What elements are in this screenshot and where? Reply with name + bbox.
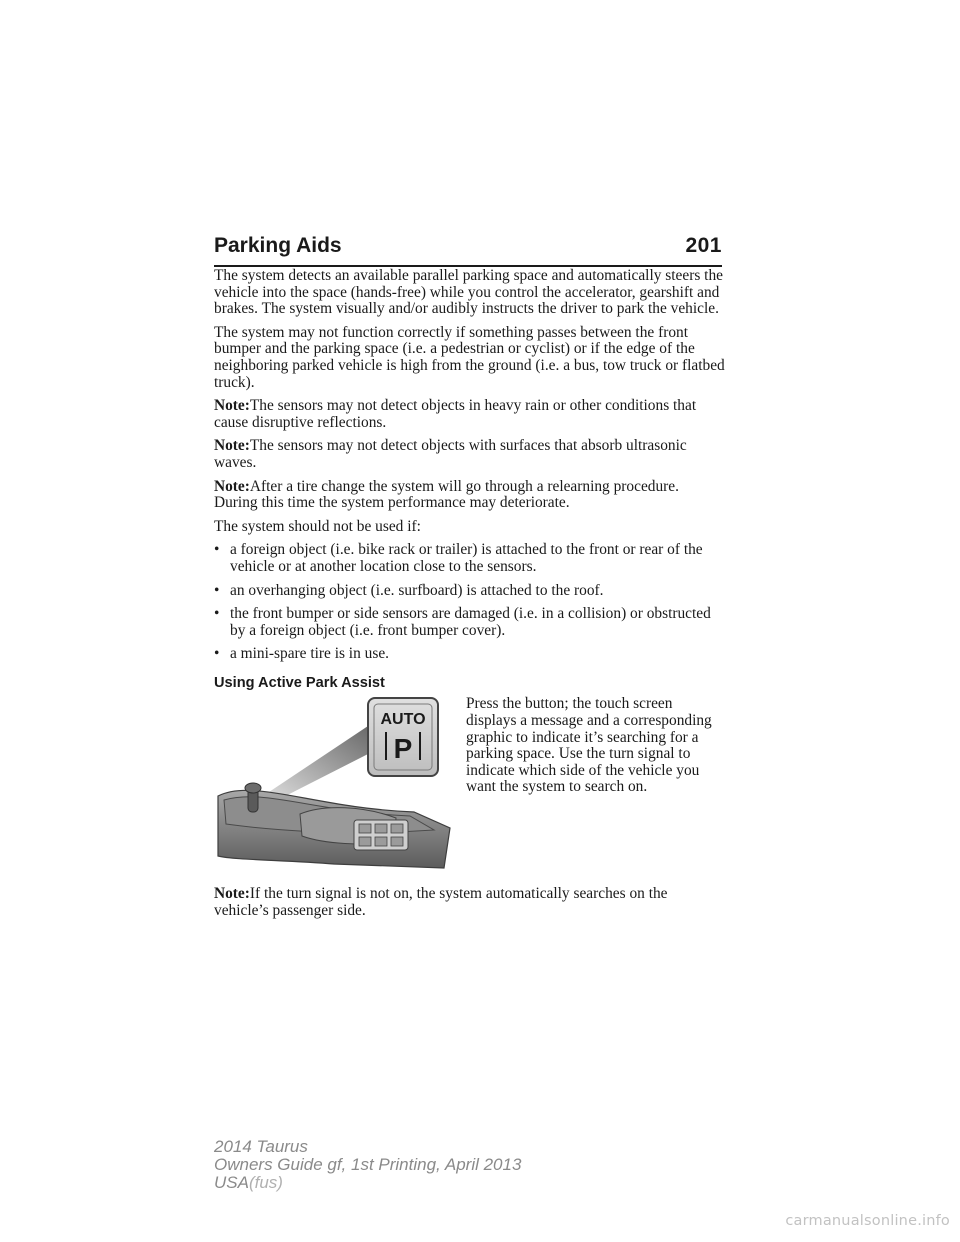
- footer-code: (fus): [248, 1173, 283, 1192]
- bullet-icon: •: [214, 605, 220, 623]
- paragraph: The system may not function correctly if something passes between the front bumper and the parking space (i.e. a pedestrian or cyclist) or if the edge of the neighboring parked vehicle is high from the ground (i.e. a bus, tow truck or flatbed truck).: [214, 323, 725, 391]
- list-item: [214, 583, 726, 600]
- footer-market: [214, 1174, 521, 1192]
- note: [214, 398, 726, 431]
- switch: [359, 837, 371, 846]
- page-footer: [214, 1138, 521, 1192]
- list-item-text: a mini-spare tire is in use.: [230, 645, 389, 663]
- paragraph: The system detects an available parallel parking space and automatically steers the vehicle into the space (hands-free) while you control the accelerator, gearshift and brakes. The system visually and/or audibly instructs the driver to park the vehicle.: [214, 267, 723, 318]
- footer-model: 2014 Taurus: [214, 1137, 308, 1156]
- note-text: The sensors may not detect objects with surfaces that absorb ultrasonic waves.: [214, 437, 687, 471]
- list-item: [214, 606, 726, 639]
- switch: [359, 824, 371, 833]
- switch: [391, 837, 403, 846]
- page-header: [214, 228, 722, 268]
- list-intro: The system should not be used if:: [214, 517, 421, 535]
- list-item: [214, 646, 726, 663]
- list-item: [214, 542, 726, 575]
- footer-printing: Owners Guide gf, 1st Printing, April 2013: [214, 1155, 522, 1174]
- bullet-icon: •: [214, 645, 220, 663]
- list-item-text: an overhanging object (i.e. surfboard) is attached to the roof.: [230, 581, 604, 599]
- note: [214, 438, 726, 471]
- switch: [375, 824, 387, 833]
- note: [214, 886, 726, 919]
- note: [214, 479, 726, 512]
- footer-country: USA: [214, 1173, 249, 1192]
- note-label: Note:: [214, 885, 250, 903]
- note-label: Note:: [214, 397, 250, 415]
- bullet-icon: •: [214, 541, 220, 559]
- bullet-icon: •: [214, 581, 220, 599]
- page-number: 201: [685, 234, 722, 257]
- note-text: The sensors may not detect objects in heavy rain or other conditions that cause disruptive reflections.: [214, 397, 697, 431]
- note-text: After a tire change the system will go through a relearning procedure. During this time the system performance may deteriorate.: [214, 477, 679, 512]
- note-text: If the turn signal is not on, the system automatically searches on the vehicle’s passenger side.: [214, 885, 668, 920]
- center-console-illustration: [214, 696, 454, 876]
- gear-knob: [245, 783, 261, 793]
- list-item-text: the front bumper or side sensors are damaged (i.e. in a collision) or obstructed by a foreign object (i.e. front bumper cover).: [230, 605, 711, 639]
- switch: [375, 837, 387, 846]
- page-content: [214, 268, 726, 927]
- figure-row: [214, 696, 726, 878]
- figure-description: Press the button; the touch screen displays a message and a corresponding graphic to indicate it’s searching for a parking space. Use the turn signal to indicate which side of the vehicle you want the system to search on.: [466, 695, 712, 796]
- note-label: Note:: [214, 437, 250, 455]
- list-item-text: a foreign object (i.e. bike rack or trailer) is attached to the front or rear of the vehicle or at another location close to the sensors.: [230, 541, 703, 575]
- note-label: Note:: [214, 477, 250, 495]
- switch: [391, 824, 403, 833]
- button-label-auto: AUTO: [380, 711, 426, 729]
- watermark: carmanualsonline.info: [785, 1213, 950, 1229]
- button-label-p: P: [393, 733, 413, 765]
- section-title: Parking Aids: [214, 234, 342, 257]
- section-heading: Using Active Park Assist: [214, 674, 385, 691]
